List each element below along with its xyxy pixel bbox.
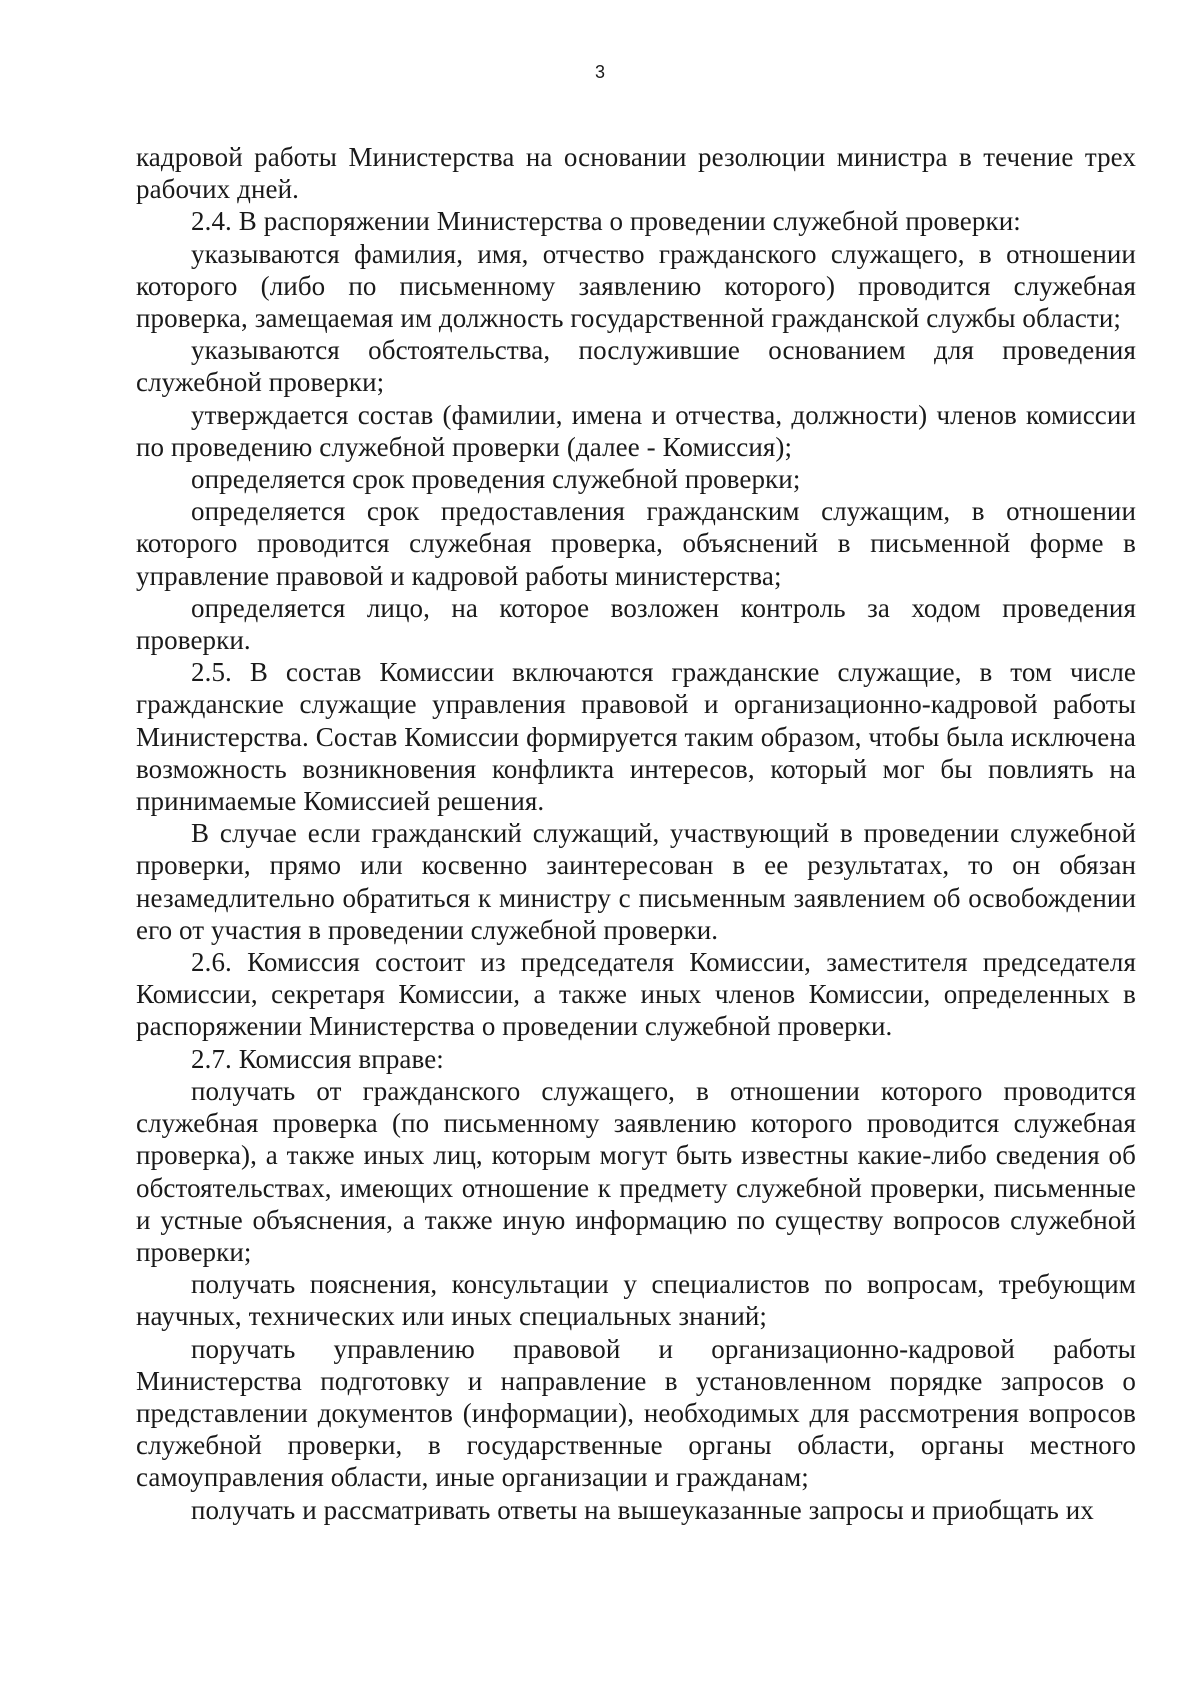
page-number: 3	[594, 62, 605, 82]
paragraph-item: получать пояснения, консультации у специалистов по вопросам, требующим научных, технических или иных специальных знаний;	[136, 1269, 1136, 1332]
paragraph-item: указываются фамилия, имя, отчество гражданского служащего, в отношении которого (либо по письменному заявлению которого) проводится служебная проверка, замещаемая им должность государственной гражданской службы области;	[136, 238, 1136, 334]
paragraph-item: определяется срок предоставления гражданским служащим, в отношении которого проводится служебная проверка, объяснений в письменной форме в управление правовой и кадровой работы министерства;	[136, 496, 1136, 591]
paragraph-item: утверждается состав (фамилии, имена и отчества, должности) членов комиссии по проведению служебной проверки (далее - Комиссия);	[136, 399, 1136, 462]
paragraph-item: определяется срок проведения служебной проверки;	[191, 464, 801, 495]
paragraph-continuation: кадровой работы Министерства на основании резолюции министра в течение трех рабочих дней.	[136, 142, 1136, 205]
document-body	[136, 141, 1136, 1526]
paragraph-section-2-6: 2.6. Комиссия состоит из председателя Комиссии, заместителя председателя Комиссии, секретаря Комиссии, а также иных членов Комиссии, определенных в распоряжении Министерства о проведении служебной проверки.	[136, 947, 1136, 1042]
paragraph-item: указываются обстоятельства, послужившие основанием для проведения служебной проверки;	[136, 335, 1136, 398]
paragraph-item: В случае если гражданский служащий, участвующий в проведении служебной проверки, прямо или косвенно заинтересован в ее результатах, то он обязан незамедлительно обратиться к министру с письменным заявлением об освобождении его от участия в проведении служебной проверки.	[136, 818, 1136, 945]
paragraph-item: поручать управлению правовой и организационно-кадровой работы Министерства подготовку и направление в установленном порядке запросов о представлении документов (информации), необходимых для рассмотрения вопросов служебной проверки, в государственные органы области, органы местного самоуправления области, иные организации и гражданам;	[136, 1333, 1136, 1493]
paragraph-section-2-7: 2.7. Комиссия вправе:	[191, 1043, 444, 1074]
paragraph-section-2-4: 2.4. В распоряжении Министерства о проведении служебной проверки:	[191, 206, 1021, 237]
paragraph-item: получать от гражданского служащего, в отношении которого проводится служебная проверка (по письменному заявлению которого проводится служебная проверка), а также иных лиц, которым могут быть известны какие-либо сведения об обстоятельствах, имеющих отношение к предмету служебной проверки, письменные и устные объяснения, а также иную информацию по существу вопросов служебной проверки;	[136, 1075, 1136, 1267]
paragraph-item: определяется лицо, на которое возложен контроль за ходом проведения проверки.	[136, 592, 1136, 656]
paragraph-section-2-5: 2.5. В состав Комиссии включаются гражданские служащие, в том числе гражданские служащие управления правовой и организационно-кадровой работы Министерства. Состав Комиссии формируется таким образом, чтобы была исключена возможность возникновения конфликта интересов, который мог бы повлиять на принимаемые Комиссией решения.	[136, 657, 1136, 817]
paragraph-item: получать и рассматривать ответы на вышеуказанные запросы и приобщать их	[191, 1494, 1094, 1525]
